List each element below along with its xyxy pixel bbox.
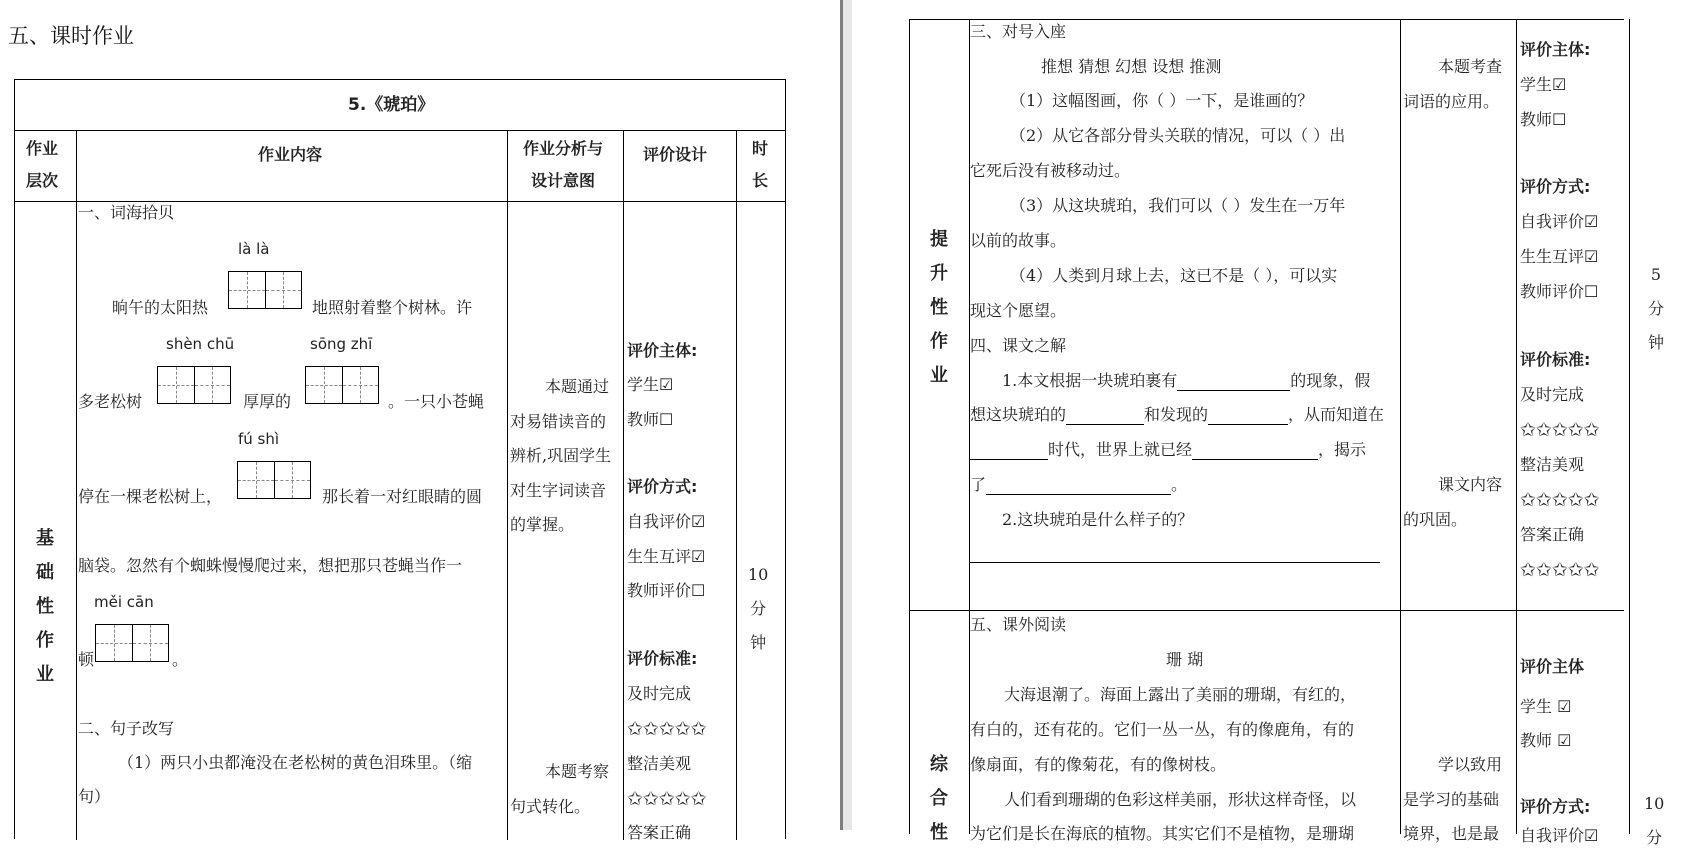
answer-blank[interactable] <box>1208 424 1288 425</box>
article-title: 珊 瑚 <box>1166 650 1204 669</box>
header-content: 作业内容 <box>258 145 323 164</box>
eval-stars: ✩✩✩✩✩ <box>1520 489 1600 511</box>
article-line: 大海退潮了。海面上露出了美丽的珊瑚，有红的， <box>1004 685 1357 704</box>
col-divider <box>1629 19 1630 834</box>
analysis-text: 本题考察 <box>545 762 610 781</box>
eval-ontime: 及时完成 <box>1520 385 1585 404</box>
eval-subject-title: 评价主体 <box>1520 657 1585 676</box>
question-line: （3）从这块琥珀，我们可以（ ）发生在一万年 <box>1010 196 1346 215</box>
header-analysis: 设计意图 <box>531 171 596 190</box>
col-divider <box>969 19 970 834</box>
right-page <box>852 0 1692 847</box>
eval-teacher: 教师☐ <box>1520 110 1567 129</box>
text-line: 厚厚的 <box>243 392 292 411</box>
analysis-text: 境界，也是最 <box>1403 824 1500 843</box>
pinyin: sōng zhī <box>310 335 373 353</box>
analysis-text: 本题通过 <box>545 377 610 396</box>
title-divider <box>14 130 786 131</box>
eval-standard-title: 评价标准: <box>1520 350 1591 369</box>
col-divider <box>507 130 508 840</box>
level-label-basic: 基 础 性 作 业 <box>36 528 54 685</box>
header-analysis: 作业分析与 <box>523 139 604 158</box>
writing-grid[interactable] <box>237 461 311 499</box>
eval-student: 学生☑ <box>627 375 674 394</box>
part-title: 二、句子改写 <box>78 719 175 738</box>
analysis-text: 对易错读音的 <box>510 412 607 431</box>
pinyin: là là <box>238 240 270 258</box>
part-title: 五、课外阅读 <box>970 615 1067 634</box>
eval-teacher-eval: 教师评价☐ <box>1520 282 1599 301</box>
answer-blank[interactable] <box>970 459 1048 460</box>
eval-student: 学生 ☑ <box>1520 697 1572 716</box>
eval-correct: 答案正确 <box>627 823 692 842</box>
text-line: 。一只小苍蝇 <box>388 392 485 411</box>
question-line: （1）这幅图画，你（ ）一下，是谁画的？ <box>1010 91 1314 110</box>
writing-grid[interactable] <box>305 366 379 404</box>
text-line: 多老松树 <box>78 392 143 411</box>
article-line: 人们看到珊瑚的色彩这样美丽，形状这样奇怪，以 <box>1004 790 1357 809</box>
text-line: 那长着一对红眼睛的圆 <box>322 487 483 506</box>
header-level: 层次 <box>26 171 59 190</box>
eval-self: 自我评价☑ <box>1520 826 1599 845</box>
question-line: 现这个愿望。 <box>970 301 1067 320</box>
eval-standard-title: 评价标准: <box>627 649 698 668</box>
eval-peer: 生生互评☑ <box>627 547 706 566</box>
part-title: 三、对号入座 <box>970 22 1067 41</box>
pinyin: shèn chū <box>166 335 235 353</box>
part-title: 四、课文之解 <box>970 336 1067 355</box>
text-line: （1）两只小虫都淹没在老松树的黄色泪珠里。（缩 <box>118 753 473 772</box>
eval-self: 自我评价☑ <box>1520 212 1599 231</box>
answer-line[interactable] <box>970 562 1380 563</box>
analysis-text: 对生字词读音 <box>510 481 607 500</box>
eval-stars: ✩✩✩✩✩ <box>627 788 707 810</box>
col-divider <box>76 130 77 840</box>
level-label-comprehensive: 综 合 性 <box>930 754 948 843</box>
analysis-text: 本题考查 <box>1438 57 1503 76</box>
analysis-text: 学以致用 <box>1438 755 1503 774</box>
question-line: 想这块琥珀的 和发现的 ，从而知道在 <box>970 405 1385 424</box>
eval-stars: ✩✩✩✩✩ <box>1520 419 1600 441</box>
header-level: 作业 <box>26 139 59 158</box>
col-divider <box>736 130 737 840</box>
eval-teacher: 教师 ☑ <box>1520 731 1572 750</box>
col-divider <box>1516 19 1517 834</box>
header-evaluation: 评价设计 <box>643 145 708 164</box>
question-line: （2）从它各部分骨头关联的情况，可以（ ）出 <box>1010 126 1346 145</box>
writing-grid[interactable] <box>228 271 302 309</box>
question-line: 以前的故事。 <box>970 231 1067 250</box>
eval-subject-title: 评价主体: <box>1520 40 1591 59</box>
text-line: 晌午的太阳热 <box>112 298 209 317</box>
eval-method-title: 评价方式: <box>627 477 698 496</box>
part-title: 一、词海拾贝 <box>78 203 175 222</box>
eval-teacher-eval: 教师评价☐ <box>627 581 706 600</box>
question-line: 时代，世界上就已经 ，揭示 <box>970 440 1366 460</box>
text-line: 句） <box>78 787 111 806</box>
question-line: 2.这块琥珀是什么样子的？ <box>1002 510 1194 529</box>
eval-method-title: 评价方式: <box>1520 177 1591 196</box>
col-divider <box>623 130 624 840</box>
eval-peer: 生生互评☑ <box>1520 247 1599 266</box>
col-divider <box>909 19 910 834</box>
analysis-text: 是学习的基础 <box>1403 790 1500 809</box>
analysis-text: 的掌握。 <box>510 515 575 534</box>
text-line: 顿 <box>78 650 95 669</box>
section-heading: 五、课时作业 <box>8 24 134 48</box>
text-line: 脑袋。忽然有个蜘蛛慢慢爬过来，想把那只苍蝇当作一 <box>78 556 463 575</box>
pinyin: fú shì <box>238 430 280 448</box>
header-divider <box>14 201 786 202</box>
eval-stars: ✩✩✩✩✩ <box>1520 559 1600 581</box>
analysis-text: 辨析,巩固学生 <box>510 446 612 465</box>
analysis-text: 句式转化。 <box>510 797 591 816</box>
article-line: 像扇面，有的像菊花，有的像树枝。 <box>970 755 1227 774</box>
analysis-text: 词语的应用。 <box>1403 92 1500 111</box>
left-page <box>0 0 840 842</box>
level-label-advanced: 提 升 性 作 业 <box>930 229 948 386</box>
time-comprehensive: 10 分 <box>1644 794 1665 847</box>
answer-blank[interactable] <box>986 494 1171 495</box>
table-title: 5.《琥珀》 <box>348 95 435 115</box>
article-line: 有白的，还有花的。它们一丛一丛，有的像鹿角，有的 <box>970 720 1355 739</box>
eval-neat: 整洁美观 <box>1520 455 1585 474</box>
text-line: 停在一棵老松树上， <box>78 487 223 506</box>
eval-stars: ✩✩✩✩✩ <box>627 718 707 740</box>
time-advanced: 5 分 钟 <box>1648 265 1665 352</box>
eval-correct: 答案正确 <box>1520 525 1585 544</box>
question-line: 它死后没有被移动过。 <box>970 161 1131 180</box>
header-time: 长 <box>752 171 769 190</box>
col-divider <box>1400 19 1401 834</box>
answer-blank[interactable] <box>1066 424 1144 425</box>
time-basic: 10 分 钟 <box>748 565 769 652</box>
eval-neat: 整洁美观 <box>627 754 692 773</box>
page-gutter <box>843 0 852 830</box>
eval-subject-title: 评价主体: <box>627 341 698 360</box>
writing-grid[interactable] <box>157 366 231 404</box>
eval-self: 自我评价☑ <box>627 512 706 531</box>
question-line: （4）人类到月球上去，这已不是（ ），可以实 <box>1010 266 1338 285</box>
writing-grid[interactable] <box>95 624 169 662</box>
question-line: 了 。 <box>970 475 1188 494</box>
analysis-text: 的巩固。 <box>1403 510 1468 529</box>
text-line: 。 <box>172 650 189 669</box>
article-line: 为它们是长在海底的植物。其实它们不是植物，是珊瑚 <box>970 824 1355 843</box>
answer-blank[interactable] <box>1177 390 1290 391</box>
analysis-text: 课文内容 <box>1438 475 1503 494</box>
header-time: 时 <box>752 139 769 158</box>
answer-blank[interactable] <box>1192 459 1318 460</box>
pinyin: měi cān <box>94 593 154 611</box>
eval-method-title: 评价方式: <box>1520 797 1591 816</box>
eval-teacher: 教师☐ <box>627 410 674 429</box>
question-line: 1.本文根据一块琥珀裹有 的现象，假 <box>1002 371 1371 390</box>
text-line: 地照射着整个树林。许 <box>312 298 473 317</box>
eval-student: 学生☑ <box>1520 75 1567 94</box>
eval-ontime: 及时完成 <box>627 684 692 703</box>
word-bank: 推想 猜想 幻想 设想 推测 <box>1041 57 1222 76</box>
